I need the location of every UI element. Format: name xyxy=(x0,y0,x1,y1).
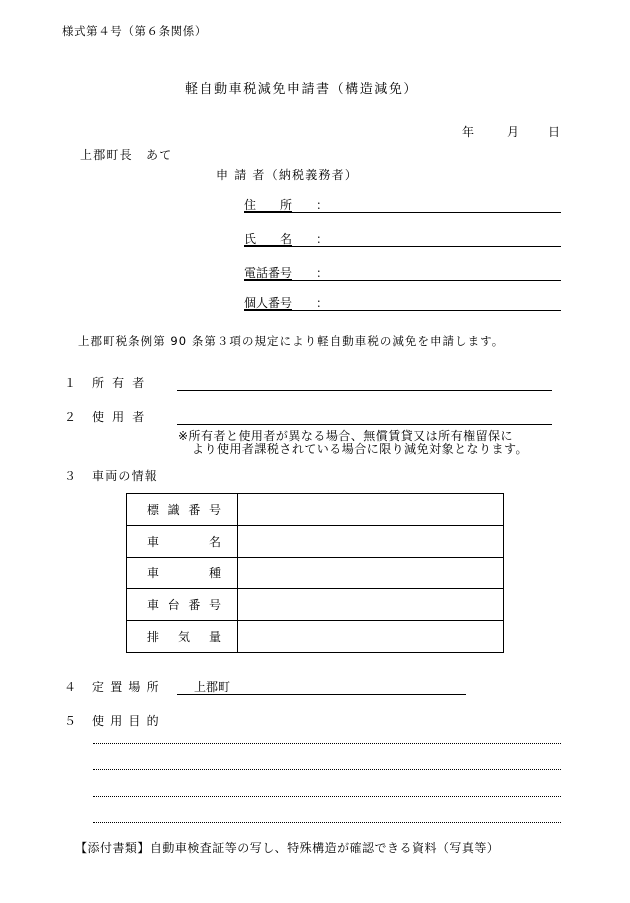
user-input-line[interactable] xyxy=(177,424,552,425)
location-value: 上郡町 xyxy=(194,680,231,694)
table-row xyxy=(127,494,504,526)
user-note-line-1: ※所有者と使用者が異なる場合、無償賃貸又は所有権留保に xyxy=(178,429,514,443)
date-month-label: 月 xyxy=(507,125,520,139)
address-colon: ： xyxy=(316,198,329,212)
vehicle-name-value[interactable] xyxy=(238,525,504,557)
personal-number-line xyxy=(244,310,561,311)
form-number: 様式第４号（第６条関係） xyxy=(62,24,207,38)
purpose-line-1[interactable] xyxy=(93,743,561,744)
personal-number-colon: ： xyxy=(316,296,329,310)
section-1-label: 所 有 者 xyxy=(92,376,147,390)
name-label: 氏 名 xyxy=(244,232,293,246)
name-colon: ： xyxy=(316,232,329,246)
section-5-label: 使 用 目 的 xyxy=(92,714,160,728)
user-note-line-2: より使用者課税されている場合に限り減免対象となります。 xyxy=(192,442,529,456)
plate-number-label: 標 識 番 号 xyxy=(127,494,238,526)
plate-number-value[interactable] xyxy=(238,494,504,526)
owner-input-line[interactable] xyxy=(177,390,552,391)
table-row xyxy=(127,621,504,653)
section-2-label: 使 用 者 xyxy=(92,410,147,424)
section-5-number: ５ xyxy=(64,714,77,728)
address-line xyxy=(244,212,561,213)
vehicle-type-value[interactable] xyxy=(238,557,504,589)
vehicle-type-label: 車 種 xyxy=(127,557,238,589)
personal-number-label: 個人番号 xyxy=(244,296,293,310)
purpose-line-3[interactable] xyxy=(93,796,561,797)
section-3-label: 車両の情報 xyxy=(92,469,159,483)
declaration-text: 上郡町税条例第 90 条第３項の規定により軽自動車税の減免を申請します。 xyxy=(78,334,505,348)
phone-label: 電話番号 xyxy=(244,266,293,280)
applicant-heading: 申 請 者（納税義務者） xyxy=(216,168,359,182)
date-day-label: 日 xyxy=(548,125,561,139)
section-4-number: ４ xyxy=(64,680,77,694)
address-label: 住 所 xyxy=(244,198,293,212)
name-line xyxy=(244,246,561,247)
displacement-value[interactable] xyxy=(238,621,504,653)
purpose-line-2[interactable] xyxy=(93,769,561,770)
section-4-label: 定 置 場 所 xyxy=(92,680,160,694)
addressee: 上郡町長 あて xyxy=(80,148,173,162)
vehicle-info-table xyxy=(126,493,504,653)
table-row xyxy=(127,557,504,589)
table-row xyxy=(127,589,504,621)
date-year-label: 年 xyxy=(462,125,475,139)
section-2-number: ２ xyxy=(64,410,77,424)
displacement-label: 排 気 量 xyxy=(127,621,238,653)
attachments-note: 【添付書類】自動車検査証等の写し、特殊構造が確認できる資料（写真等） xyxy=(75,841,500,855)
chassis-number-value[interactable] xyxy=(238,589,504,621)
purpose-line-4[interactable] xyxy=(93,822,561,823)
section-3-number: ３ xyxy=(64,469,77,483)
chassis-number-label: 車 台 番 号 xyxy=(127,589,238,621)
phone-colon: ： xyxy=(316,266,329,280)
phone-line xyxy=(244,280,561,281)
page-title: 軽自動車税減免申請書（構造減免） xyxy=(185,82,418,97)
section-1-number: １ xyxy=(64,376,77,390)
table-row xyxy=(127,525,504,557)
location-input-line[interactable] xyxy=(177,694,466,695)
vehicle-name-label: 車 名 xyxy=(127,525,238,557)
